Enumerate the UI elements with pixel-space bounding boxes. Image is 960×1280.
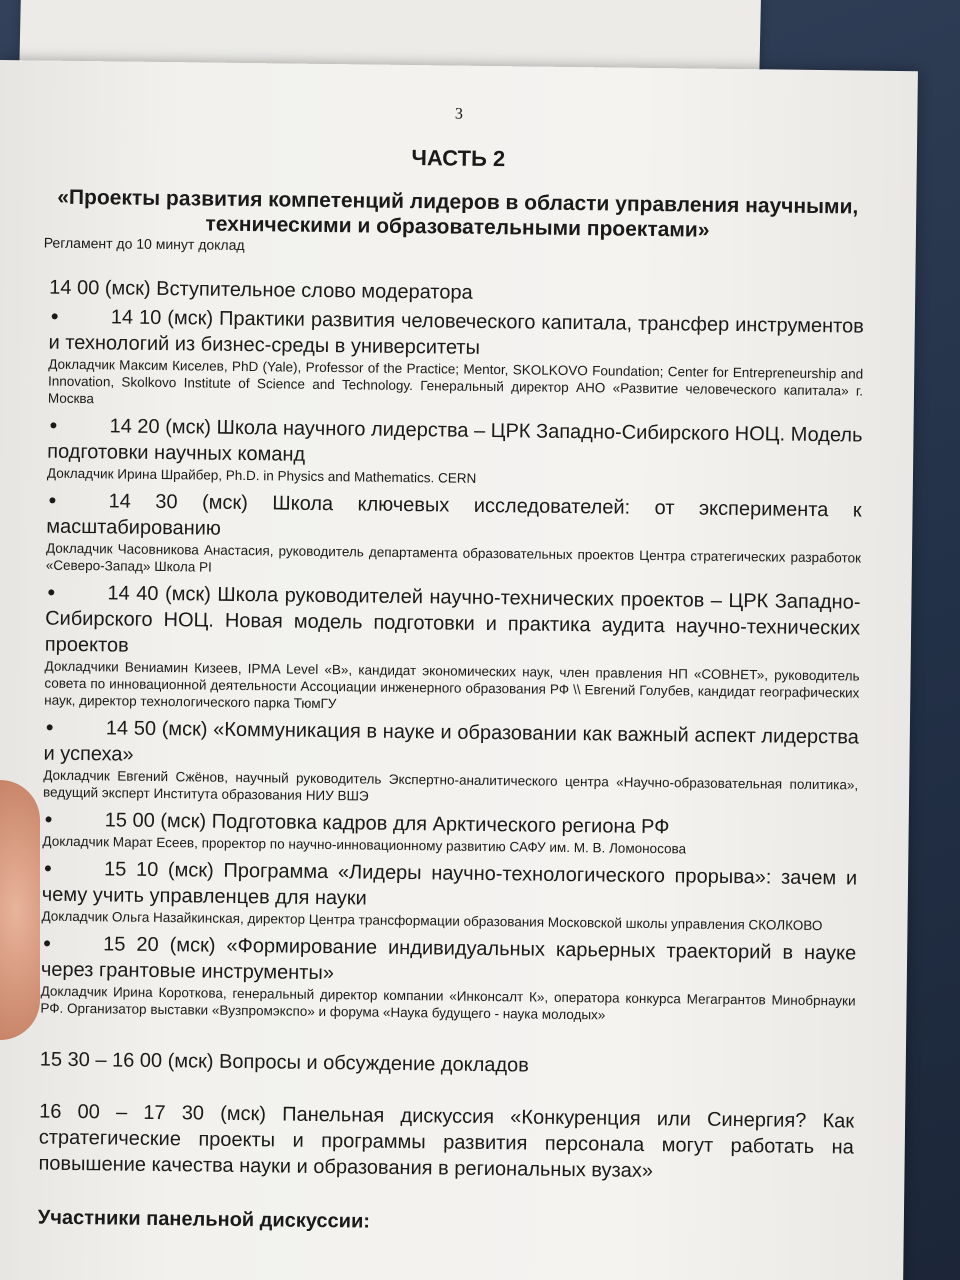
agenda-item bbox=[47, 413, 863, 492]
document-page bbox=[0, 60, 918, 1280]
participants-heading: Участники панельной дискуссии: bbox=[37, 1206, 371, 1233]
agenda-item-title: 14 20 (мск) Школа научного лидерства – ЦРК Западно-Сибирского НОЦ. Модель подготовки научных команд bbox=[47, 415, 863, 466]
agenda-item-speaker: Докладчик Ирина Шрайбер, Ph.D. in Physics and Mathematics. CERN bbox=[46, 465, 477, 486]
agenda-item-speaker: Докладчики Вениамин Кизеев, IPMA Level «B», кандидат экономических наук, член правления НП «СОВНЕТ», руководитель совета по инновационной деятельности Ассоциации инженерного образования РФ \\ Евгений Голубев, кандидат географических наук, директор технологического парка ТюмГУ bbox=[44, 658, 860, 712]
agenda-item-speaker: Докладчик Часовникова Анастасия, руководитель департамента образовательных проектов Центра стратегических разработок «Северо-Запад» Школа PI bbox=[45, 540, 862, 575]
agenda-item-speaker: Докладчик Ирина Короткова, генеральный директор компании «Инконсалт К», оператора конкурса Мегагрантов Минобрнауки РФ. Организатор выставки «Вузпромэкспо» и форума «Наука будущего - наука молодых» bbox=[40, 983, 856, 1023]
agenda-item-title: 15 00 (мск) Подготовка кадров для Арктического региона РФ bbox=[104, 809, 670, 839]
agenda-item-speaker: Докладчик Ольга Назайкинская, директор Центра трансформации образования Московской школы управления СКОЛКОВО bbox=[41, 908, 823, 934]
agenda-item bbox=[46, 488, 862, 584]
bullet-icon: • bbox=[45, 714, 54, 740]
bullet-icon: • bbox=[43, 855, 52, 881]
page-content bbox=[38, 101, 867, 1240]
bullet-icon: • bbox=[47, 579, 56, 605]
agenda-item bbox=[43, 715, 859, 811]
agenda-item bbox=[40, 931, 856, 1027]
agenda-item-title: 14 40 (мск) Школа руководителей научно-технических проектов – ЦРК Западно-Сибирского НОЦ. Новая модель подготовки и практика аудита научно-технических проектов bbox=[44, 582, 861, 657]
panel-discussion: 16 00 – 17 30 (мск) Панельная дискуссия «Конкуренция или Синергия? Как стратегические проекты и программы развития персонала могут работать на повышение качества науки и образования в региональных вузах» bbox=[38, 1100, 855, 1183]
agenda-item-title: 14 30 (мск) Школа ключевых исследователей: от эксперимента к масштабированию bbox=[46, 490, 862, 540]
bullet-icon: • bbox=[49, 412, 58, 438]
agenda-item-title: 15 20 (мск) «Формирование индивидуальных карьерных траекторий в науке через грантовые инструменты» bbox=[40, 933, 857, 985]
agenda-item-title: 15 10 (мск) Программа «Лидеры научно-технологического прорыва»: зачем и чему учить управленцев для науки bbox=[41, 858, 858, 910]
regulation-note: Регламент до 10 минут доклад bbox=[43, 234, 245, 254]
agenda-item bbox=[42, 807, 857, 860]
bullet-icon: • bbox=[43, 930, 52, 956]
bullet-icon: • bbox=[48, 487, 57, 513]
agenda-item-title: 14 10 (мск) Практики развития человеческого капитала, трансфер инструментов и технологий из бизнес-среды в университеты bbox=[48, 306, 864, 359]
agenda-item-speaker: Докладчик Марат Есеев, проректор по научно-инновационному развитию САФУ им. М. В. Ломоносова bbox=[42, 833, 687, 857]
agenda-item bbox=[44, 580, 861, 719]
agenda-item-speaker: Докладчик Максим Киселев, PhD (Yale), Professor of the Practice; Mentor, SKOLKOVO Foundation; Center for Entrepreneurship and Innovation, Skolkovo Institute of Science and Technology. Генеральный директор АНО «Развитие человеческого капитала» г. Москва bbox=[47, 356, 864, 407]
section-title: «Проекты развития компетенций лидеров в области управления научными, техническими и образовательными проектами» bbox=[57, 185, 859, 242]
agenda-item bbox=[41, 856, 857, 935]
agenda-item bbox=[48, 304, 864, 417]
page-number: 3 bbox=[454, 105, 463, 123]
opening-remarks: 14 00 (мск) Вступительное слово модератора bbox=[49, 276, 473, 304]
agenda-list bbox=[40, 304, 864, 1027]
finger-holding-page bbox=[0, 780, 40, 1040]
questions-session: 15 30 – 16 00 (мск) Вопросы и обсуждение докладов bbox=[39, 1048, 529, 1077]
agenda-item-speaker: Докладчик Евгений Сжёнов, научный руководитель Экспертно-аналитического центра «Научно-образовательная политика», ведущий эксперт Института образования НИУ ВШЭ bbox=[42, 767, 859, 804]
bullet-icon: • bbox=[44, 806, 53, 832]
part-title: ЧАСТЬ 2 bbox=[411, 145, 506, 172]
agenda-item-title: 14 50 (мск) «Коммуникация в науке и образовании как важный аспект лидерства и успеха» bbox=[43, 717, 859, 766]
bullet-icon: • bbox=[50, 303, 59, 329]
